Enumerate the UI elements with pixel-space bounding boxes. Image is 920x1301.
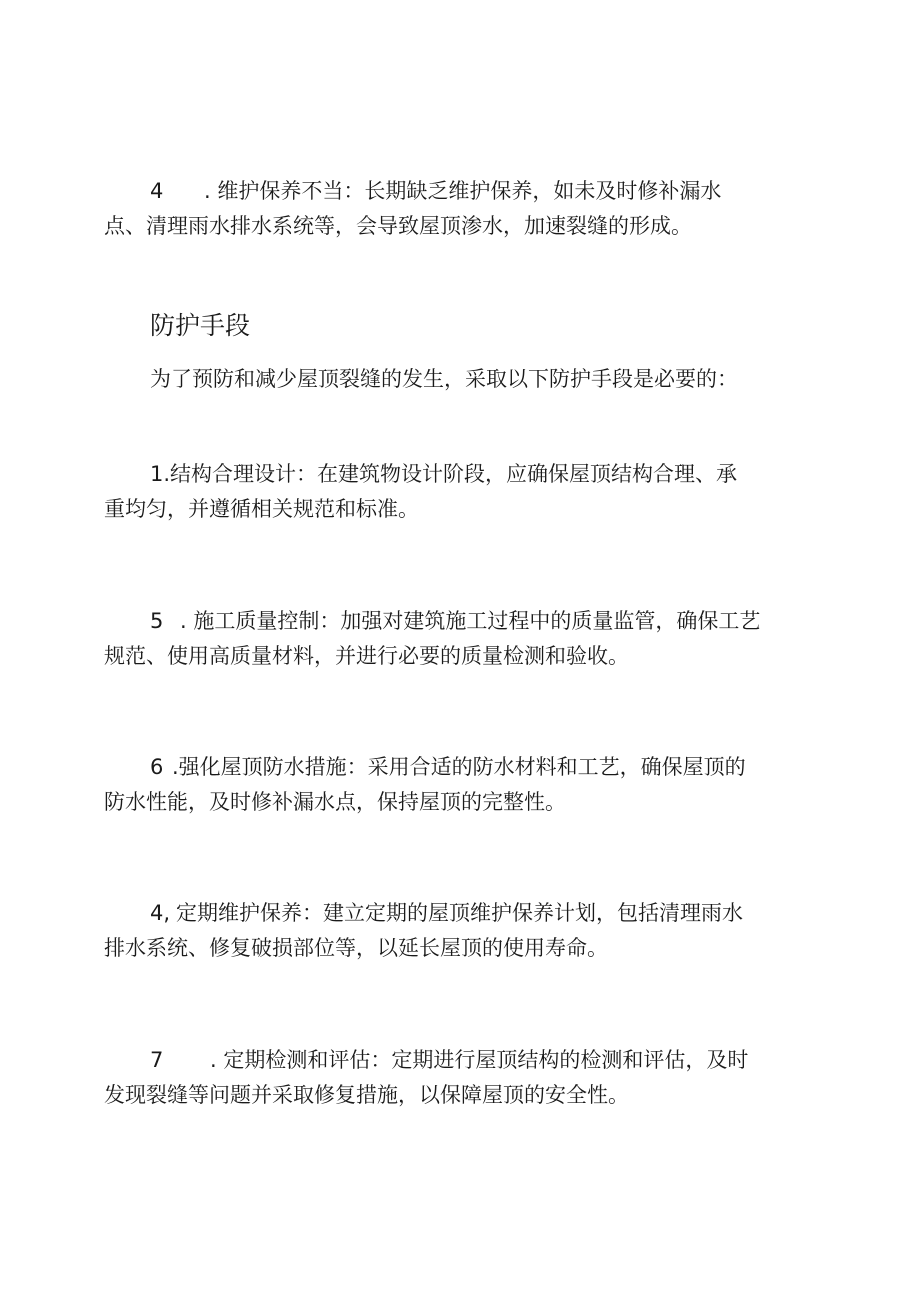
measure-text-1: 结构合理设计：在建筑物设计阶段，应确保屋顶结构合理、承 bbox=[170, 462, 738, 486]
measure-text-1: . 定期检测和评估：定期进行屋顶结构的检测和评估，及时 bbox=[210, 1048, 749, 1072]
measure-line-1 bbox=[104, 604, 816, 639]
measure-number: 6 bbox=[150, 755, 164, 779]
measure-number: 1. bbox=[150, 462, 171, 486]
measure-line-1 bbox=[104, 1043, 816, 1078]
intro-item-text-1: . 维护保养不当：长期缺乏维护保养，如未及时修补漏水 bbox=[204, 179, 722, 203]
measure-line-2: 排水系统、修复破损部位等，以延长屋顶的使用寿命。 bbox=[104, 936, 608, 960]
measure-text-1: .强化屋顶防水措施：采用合适的防水材料和工艺，确保屋顶的 bbox=[172, 755, 746, 779]
section-heading: 防护手段 bbox=[150, 311, 251, 340]
measure-paragraph bbox=[104, 604, 816, 674]
section-intro-paragraph bbox=[104, 362, 816, 397]
measure-number: 4, bbox=[150, 901, 171, 925]
measure-paragraph bbox=[104, 457, 816, 527]
measure-number: 7 bbox=[150, 1048, 164, 1072]
intro-item-paragraph bbox=[104, 174, 816, 244]
measure-text-1: 定期维护保养：建立定期的屋顶维护保养计划，包括清理雨水 bbox=[176, 901, 743, 925]
measure-paragraph bbox=[104, 750, 816, 820]
section-intro-text: 为了预防和减少屋顶裂缝的发生，采取以下防护手段是必要的： bbox=[150, 367, 738, 391]
measure-line-2: 重均匀，并遵循相关规范和标准。 bbox=[104, 497, 419, 521]
intro-item-line-2: 点、清理雨水排水系统等，会导致屋顶渗水，加速裂缝的形成。 bbox=[104, 214, 692, 238]
intro-item-line-1 bbox=[104, 174, 816, 209]
measure-text-1: . 施工质量控制：加强对建筑施工过程中的质量监管，确保工艺 bbox=[180, 609, 761, 633]
measure-line-2: 防水性能，及时修补漏水点，保持屋顶的完整性。 bbox=[104, 790, 566, 814]
measure-line-2: 规范、使用高质量材料，并进行必要的质量检测和验收。 bbox=[104, 644, 629, 668]
measure-number: 5 bbox=[150, 609, 164, 633]
measure-line-2: 发现裂缝等问题并采取修复措施，以保障屋顶的安全性。 bbox=[104, 1083, 629, 1107]
measure-line-1 bbox=[104, 750, 816, 785]
intro-item-number: 4 bbox=[150, 179, 164, 203]
measure-line-1 bbox=[104, 896, 816, 931]
measure-paragraph bbox=[104, 896, 816, 966]
measure-line-1 bbox=[104, 457, 816, 492]
measure-paragraph bbox=[104, 1043, 816, 1113]
